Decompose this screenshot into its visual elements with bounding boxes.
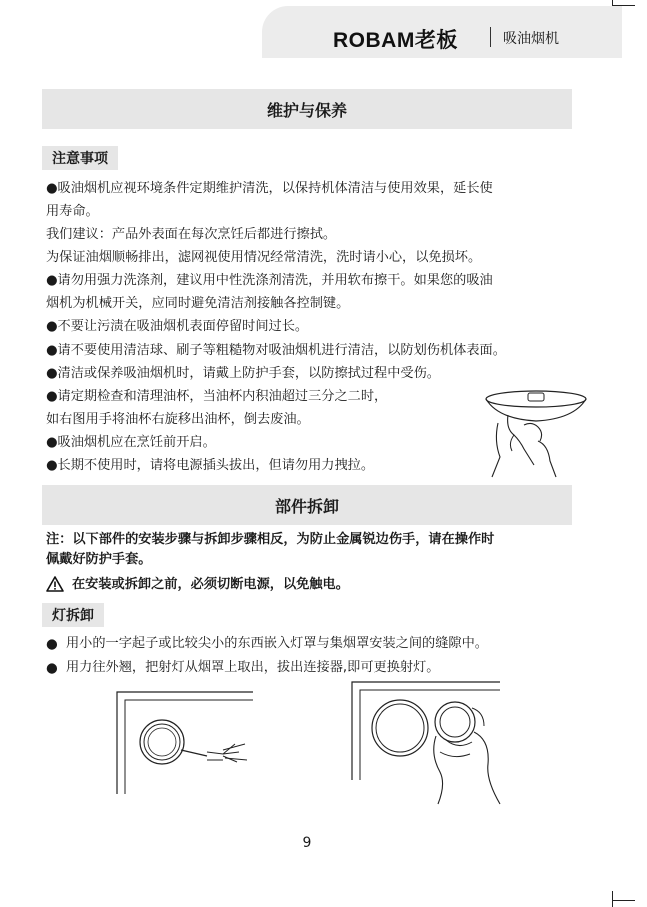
oil-cup-hand-illustration bbox=[478, 385, 588, 480]
body-line: ●吸油烟机应在烹饪前开启。 bbox=[46, 435, 216, 450]
note-line: 佩戴好防护手套。 bbox=[46, 552, 152, 567]
body-line: ●不要让污渍在吸油烟机表面停留时间过长。 bbox=[46, 319, 309, 334]
lamp-screwdriver-illustration bbox=[115, 690, 255, 800]
body-line: 用寿命。 bbox=[46, 204, 99, 219]
lamp-step: 用小的一字起子或比较尖小的东西嵌入灯罩与集烟罩安装之间的缝隙中。 bbox=[66, 636, 488, 651]
body-line: 我们建议：产品外表面在每次烹饪后都进行擦拭。 bbox=[46, 227, 337, 242]
section-title-maintenance: 维护与保养 bbox=[42, 89, 572, 129]
body-line: ●吸油烟机应视环境条件定期维护清洗，以保持机体清洁与使用效果，延长使 bbox=[46, 181, 493, 196]
note-line: 注：以下部件的安装步骤与拆卸步骤相反，为防止金属锐边伤手，请在操作时 bbox=[46, 532, 495, 547]
crop-mark bbox=[612, 891, 613, 907]
lamp-hand-removal-illustration bbox=[350, 680, 520, 810]
body-line: 如右图用手将油杯右旋移出油杯，倒去废油。 bbox=[46, 412, 310, 427]
body-line: 为保证油烟顺畅排出，滤网视使用情况经常清洗，洗时请小心，以免损坏。 bbox=[46, 250, 482, 265]
body-line: ●请勿用强力洗涤剂，建议用中性洗涤剂清洗，并用软布擦干。如果您的吸油 bbox=[46, 273, 493, 288]
body-line: ●长期不使用时，请将电源插头拔出，但请勿用力拽拉。 bbox=[46, 458, 375, 473]
bullet: ● bbox=[46, 636, 58, 652]
warning-icon bbox=[46, 576, 64, 592]
lamp-heading: 灯拆卸 bbox=[42, 603, 104, 627]
section-title-disassembly: 部件拆卸 bbox=[42, 485, 572, 525]
crop-mark bbox=[613, 900, 635, 901]
warning-text: 在安装或拆卸之前，必须切断电源，以免触电。 bbox=[72, 577, 349, 592]
page-number: 9 bbox=[302, 835, 312, 851]
body-line: 烟机为机械开关，应同时避免清洁剂接触各控制键。 bbox=[46, 296, 350, 311]
brand-logo: ROBAM老板 bbox=[333, 29, 458, 52]
header-separator bbox=[490, 27, 491, 47]
product-name: 吸油烟机 bbox=[503, 31, 559, 47]
notice-heading: 注意事项 bbox=[42, 146, 118, 170]
body-line: ●请定期检查和清理油杯，当油杯内积油超过三分之二时， bbox=[46, 389, 388, 404]
body-line: ●请不要使用清洁球、刷子等粗糙物对吸油烟机进行清洁，以防划伤机体表面。 bbox=[46, 343, 506, 358]
bullet: ● bbox=[46, 660, 58, 676]
body-line: ●清洁或保养吸油烟机时，请戴上防护手套，以防擦拭过程中受伤。 bbox=[46, 366, 440, 381]
lamp-step: 用力往外翘，把射灯从烟罩上取出，拔出连接器,即可更换射灯。 bbox=[66, 660, 440, 675]
